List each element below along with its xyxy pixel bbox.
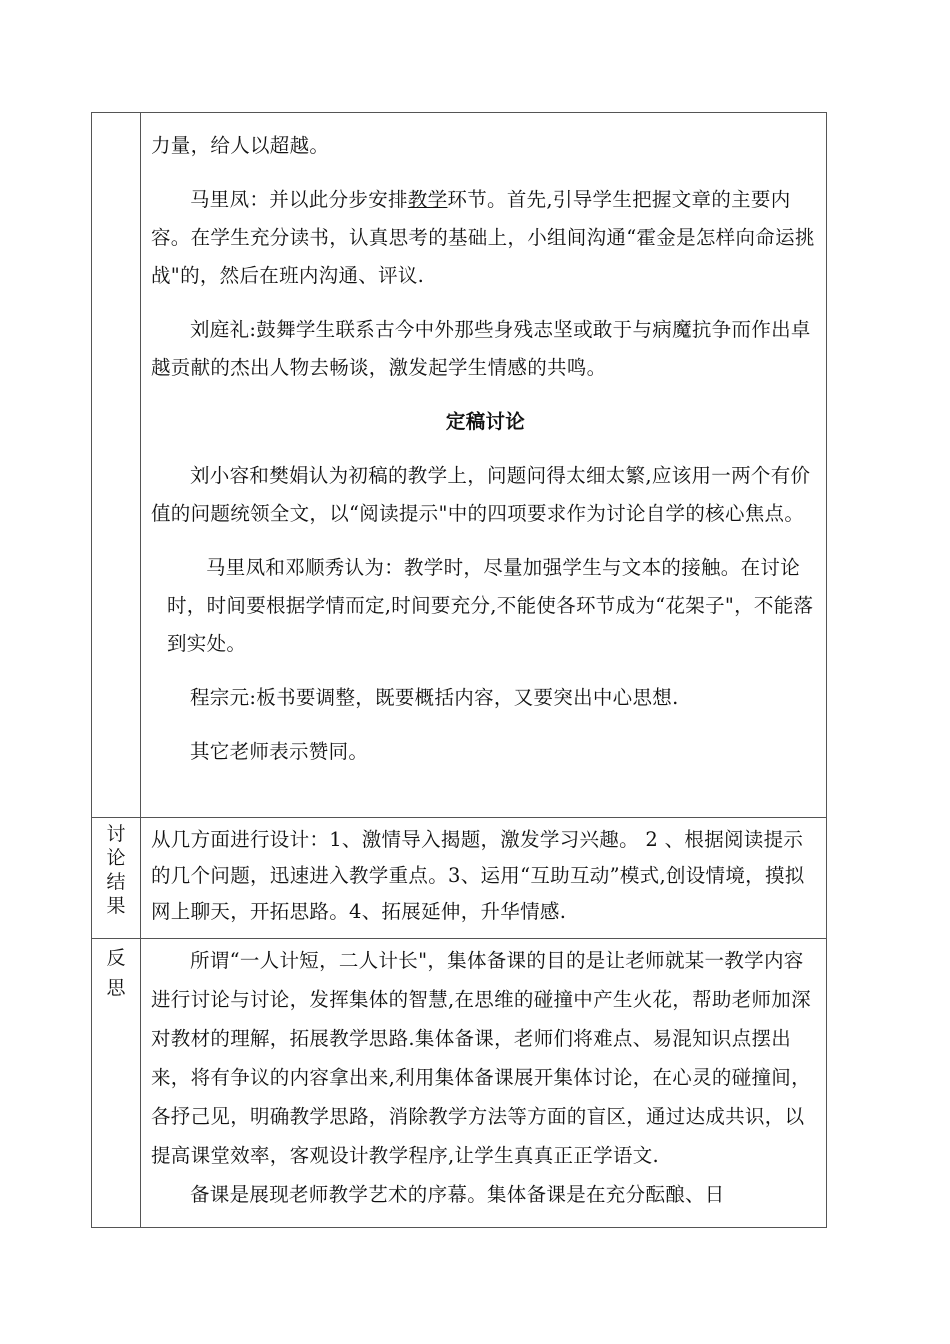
paragraph-reflection-2: 备课是展现老师教学艺术的序幕。集体备课是在充分酝酿、日 [190, 1183, 725, 1206]
paragraph-cheng-zongyuan: 程宗元:板书要调整，既要概括内容，又要突出中心思想. [190, 686, 679, 709]
paragraph-others: 其它老师表示赞同。 [190, 740, 369, 763]
underlined-link-text[interactable]: 教学 [407, 188, 448, 211]
discussion-content [141, 113, 827, 818]
row-label-empty [92, 113, 141, 818]
table-row-discussion [92, 113, 827, 818]
row-label-reflection: 反 思 [92, 939, 141, 1228]
paragraph-ma-deng: 马里凤和邓顺秀认为：教学时，尽量加强学生与文本的接触。在讨论时，时间要根据学情而定,时间要充分,不能使各环节成为“花架子"，不能落到实处。 [167, 556, 814, 655]
section-heading: 定稿讨论 [445, 410, 526, 433]
result-content [141, 818, 827, 939]
paragraph-ma-lifeng: 马里凤：并以此分步安排教学环节。首先,引导学生把握文章的主要内容。在学生充分读书，认真思考的基础上，小组间沟通“霍金是怎样向命运挑战"的，然后在班内沟通、评议. [151, 188, 815, 287]
paragraph-liu-xiaorong: 刘小容和樊娟认为初稿的教学上，问题问得太细太繁,应该用一两个有价值的问题统领全文，以“阅读提示"中的四项要求作为讨论自学的核心焦点。 [151, 464, 811, 525]
paragraph-reflection-1: 所谓“一人计短，二人计长"，集体备课的目的是让老师就某一教学内容进行讨论与讨论，发挥集体的智慧,在思维的碰撞中产生火花，帮助老师加深对教材的理解，拓展教学思路.集体备课，老师们将难点、易混知识点摆出来，将有争议的内容拿出来,利用集体备课展开集体讨论，在心灵的碰撞间，各抒己见，明确教学思路，消除教学方法等方面的盲区，通过达成共识，以提高课堂效率，客观设计教学程序,让学生真真正正学语文. [151, 949, 811, 1167]
reflection-content [141, 939, 827, 1228]
paragraph-continuation: 力量，给人以超越。 [151, 134, 330, 157]
table-row-result [92, 818, 827, 939]
lesson-plan-table [91, 112, 827, 1228]
table-row-reflection [92, 939, 827, 1228]
paragraph-result: 从几方面进行设计：1、激情导入揭题，激发学习兴趣。 2 、根据阅读提示的几个问题，迅速进入教学重点。3、运用“互助互动”模式,创设情境，摸拟网上聊天，开拓思路。4、拓展延伸，升华情感. [151, 828, 805, 923]
paragraph-liu-tingli: 刘庭礼:鼓舞学生联系古今中外那些身残志坚或敢于与病魔抗争而作出卓越贡献的杰出人物去畅谈，激发起学生情感的共鸣。 [151, 318, 811, 379]
row-label-result: 讨 论 结 果 [92, 818, 141, 939]
